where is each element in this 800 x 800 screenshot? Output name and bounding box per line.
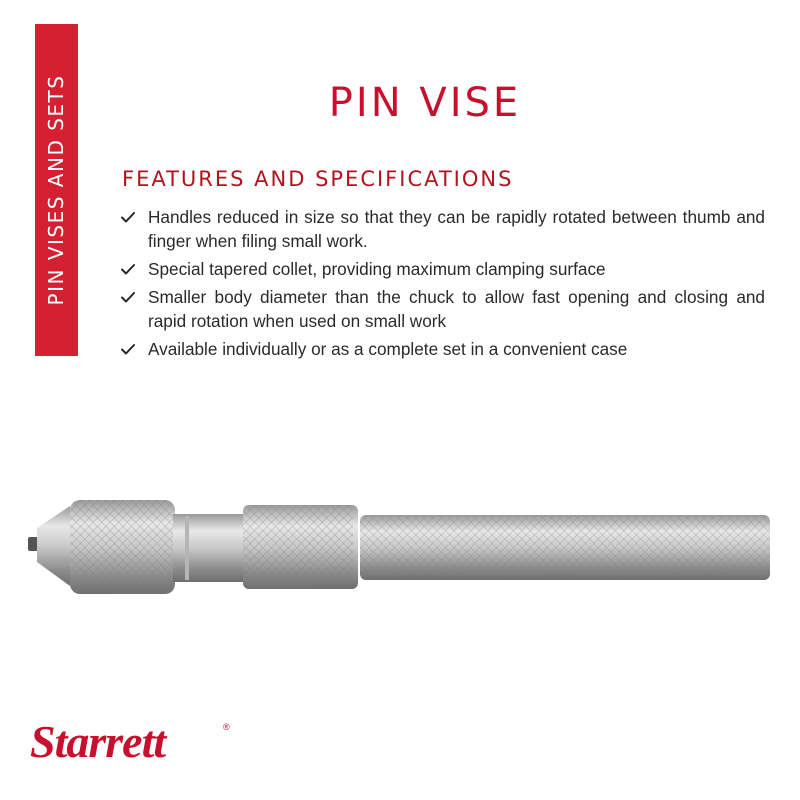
feature-text: Smaller body diameter than the chuck to allow fast opening and closing and rapid rotation when used on small work <box>148 287 765 331</box>
feature-text: Available individually or as a complete set in a convenient case <box>148 339 628 359</box>
page-title: PIN VISE <box>328 80 522 126</box>
feature-text: Special tapered collet, providing maximum clamping surface <box>148 259 606 279</box>
registered-mark: ® <box>223 722 230 732</box>
section-subtitle: FEATURES AND SPECIFICATIONS <box>122 167 514 191</box>
side-banner-label: PIN VISES AND SETS <box>44 74 68 306</box>
feature-text: Handles reduced in size so that they can be rapidly rotated between thumb and finger when filing small work. <box>148 207 765 251</box>
logo-text: Starrett <box>30 716 166 767</box>
starrett-logo <box>30 716 230 767</box>
